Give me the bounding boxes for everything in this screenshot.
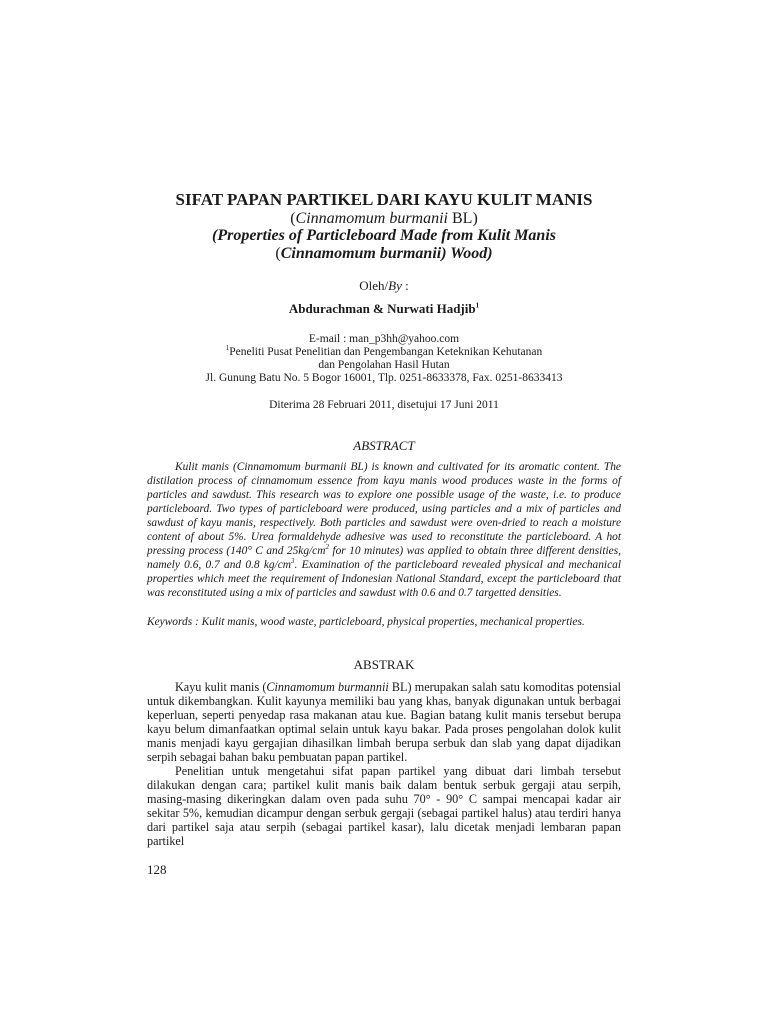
abstract-heading: ABSTRACT	[353, 438, 415, 453]
latin-name: Cinnamomum burmanii	[295, 210, 448, 227]
abstract-text-a: Kulit manis (Cinnamomum burmanii BL) is known and cultivated for its aromatic content. The distilation process of cinnamomum essence from kayu manis wood produces waste in the forms of particles and sawdust. This research was to explore one possible usage of the waste, i.e. to produce particleboard. Two types of particleboard were produced, using particles and a mix of particles and sawdust of kayu manis, respectively. Both particles and sawdust were oven-dried to reach a moisture content of about 5%. Urea formaldehyde adhesive was used to reconstitute the particleboard. A hot pressing process (140° C and 25kg/cm	[147, 461, 621, 557]
keywords: Keywords : Kulit manis, wood waste, particleboard, physical properties, mechanical properties.	[147, 616, 585, 628]
abstract-sup-b: 3	[291, 557, 295, 566]
abstract-sup-a: 2	[325, 543, 329, 552]
author-names: Abdurachman & Nurwati Hadjib	[288, 301, 476, 316]
byline-oleh: Oleh/	[359, 278, 389, 293]
affiliation-text-1: Peneliti Pusat Penelitian dan Pengembangan Keteknikan Kehutanan	[229, 346, 543, 358]
received-dates: Diterima 28 Februari 2011, disetujui 17 Juni 2011	[269, 399, 499, 411]
affiliation-line1	[0, 346, 768, 358]
abstrak-body	[147, 680, 621, 848]
abstrak-heading: ABSTRAK	[353, 657, 415, 672]
abstrak-p1-a: Kayu kulit manis (	[175, 680, 267, 694]
page-number: 128	[147, 862, 167, 877]
affiliation-sup: 1	[225, 344, 230, 353]
latin-name-2: Cinnamomum burmanii	[280, 245, 442, 262]
author-sup: 1	[475, 301, 480, 310]
paper-title-english-line2	[0, 245, 768, 263]
latin-tail: BL)	[448, 210, 478, 227]
paren-open: (	[290, 210, 296, 227]
abstract-body	[147, 460, 621, 600]
paren-open-2: (	[275, 245, 281, 262]
abstrak-paragraph-2: Penelitian untuk mengetahui sifat papan partikel yang dibuat dari limbah tersebut dilakukan dengan cara; partikel kulit manis baik dalam bentuk serbuk gergaji atau serpih, masing-masing dikeringkan dalam oven pada suhu 70° - 90° C sampai mencapai kadar air sekitar 5%, kemudian dicampur dengan serbuk gergaji (sebagai partikel halus) atau terdiri hanya dari partikel saja atau serpih (sebagai partikel kasar), lalu dicetak menjadi lembaran papan partikel	[147, 764, 621, 848]
paper-title-latin	[0, 210, 768, 228]
authors	[0, 301, 768, 317]
affiliation-address: Jl. Gunung Batu No. 5 Bogor 16001, Tlp. 0251-8633378, Fax. 0251-8633413	[205, 372, 563, 384]
title-en-tail: ) Wood)	[441, 245, 493, 262]
paper-title-english-line1: (Properties of Particleboard Made from Kulit Manis	[212, 227, 556, 244]
author-email: E-mail : man_p3hh@yahoo.com	[308, 333, 460, 345]
abstract-text-c: . Examination of the particleboard revealed physical and mechanical properties which meet the requirement of Indonesian National Standard, except the particleboard that was reconstituted using a mix of particles and sawdust with 0.6 and 0.7 targetted densities.	[147, 559, 622, 599]
byline-by: By	[388, 278, 402, 293]
byline-colon: :	[401, 278, 409, 293]
affiliation-line2: dan Pengolahan Hasil Hutan	[318, 359, 450, 371]
abstrak-p1-b: BL) merupakan salah satu komoditas potensial untuk dikembangkan. Kulit kayunya memiliki bau yang khas, banyak digunakan untuk berbagai keperluan, seperti penyedap rasa makanan atau kue. Bagian batang kulit manis tersebut berupa kayu belum dimanfaatkan optimal selain untuk kayu bakar. Pada proses pengolahan dolok kulit manis menjadi kayu gergajian dihasilkan limbah berupa serbuk dan slab yang dapat dijadikan serpih sebagai bahan baku pembuatan papan partikel.	[147, 680, 621, 764]
abstrak-paragraph-1	[147, 680, 621, 764]
abstrak-latin: Cinnamomum burmannii	[266, 680, 389, 694]
abstract-paragraph	[147, 460, 621, 600]
paper-title: SIFAT PAPAN PARTIKEL DARI KAYU KULIT MANIS	[175, 190, 593, 209]
byline	[0, 278, 768, 294]
abstract-text-b: for 10 minutes) was applied to obtain three different densities, namely 0.6, 0.7 and 0.8 kg/cm	[147, 545, 621, 571]
